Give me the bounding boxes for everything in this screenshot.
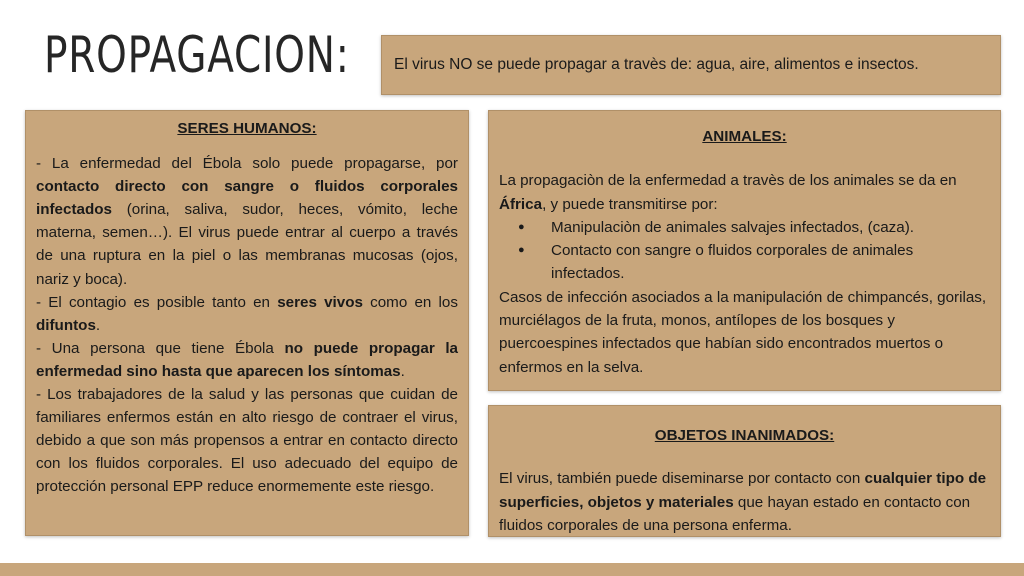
animales-bullet-list xyxy=(499,216,990,286)
page-title: PROPAGACION: xyxy=(44,26,350,84)
seres-humanos-box xyxy=(25,110,469,536)
objetos-heading: OBJETOS INANIMADOS: xyxy=(654,427,835,444)
humanos-paragraph-1: - La enfermedad del Ébola solo puede propagarse, por contacto directo con sangre o fluidos corporales infectados (orina, saliva, sudor, heces, vómito, leche materna, semen…). El virus puede entrar al cuerpo a través de una ruptura en la piel o las membranas mucosas (ojos, nariz y boca). xyxy=(36,155,458,288)
animales-cases: Casos de infección asociados a la manipulación de chimpancés, gorilas, murciélagos de la fruta, monos, antílopes de los bosques y puercoespines infectados que habían sido encontrados muertos o enfermos en la selva. xyxy=(499,288,987,376)
humanos-paragraph-3: - Una persona que tiene Ébola no puede propagar la enfermedad sino hasta que aparecen los síntomas. xyxy=(36,339,458,380)
list-item: ● Contacto con sangre o fluidos corporales de animales infectados. xyxy=(499,239,990,286)
humanos-paragraph-2: - El contagio es posible tanto en seres vivos como en los difuntos. xyxy=(36,293,458,334)
bullet-icon: ● xyxy=(518,244,525,257)
objetos-inanimados-box xyxy=(488,405,1001,537)
bullet-icon: ● xyxy=(518,220,525,233)
animales-box xyxy=(488,110,1001,391)
seres-humanos-heading: SERES HUMANOS: xyxy=(177,120,317,137)
bottom-bar xyxy=(0,563,1024,576)
note-box xyxy=(381,35,1001,95)
humanos-paragraph-4: - Los trabajadores de la salud y las personas que cuidan de familiares enfermos están en alto riesgo de contraer el virus, debido a que son más propensos a entrar en contacto directo con los fluidos corporales. El uso adecuado del equipo de protección personal EPP reduce enormemente este riesgo. xyxy=(36,386,458,496)
animales-heading: ANIMALES: xyxy=(702,128,787,145)
animales-intro: La propagaciòn de la enfermedad a travès de los animales se da en África, y puede transmitirse por: xyxy=(499,172,957,213)
note-text: El virus NO se puede propagar a travès de: agua, aire, alimentos e insectos. xyxy=(394,56,919,73)
objetos-text: El virus, también puede diseminarse por contacto con cualquier tipo de superficies, objetos y materiales que hayan estado en contacto con fluidos corporales de una persona enferma. xyxy=(499,470,987,534)
list-item: ● Manipulaciòn de animales salvajes infectados, (caza). xyxy=(499,216,990,239)
